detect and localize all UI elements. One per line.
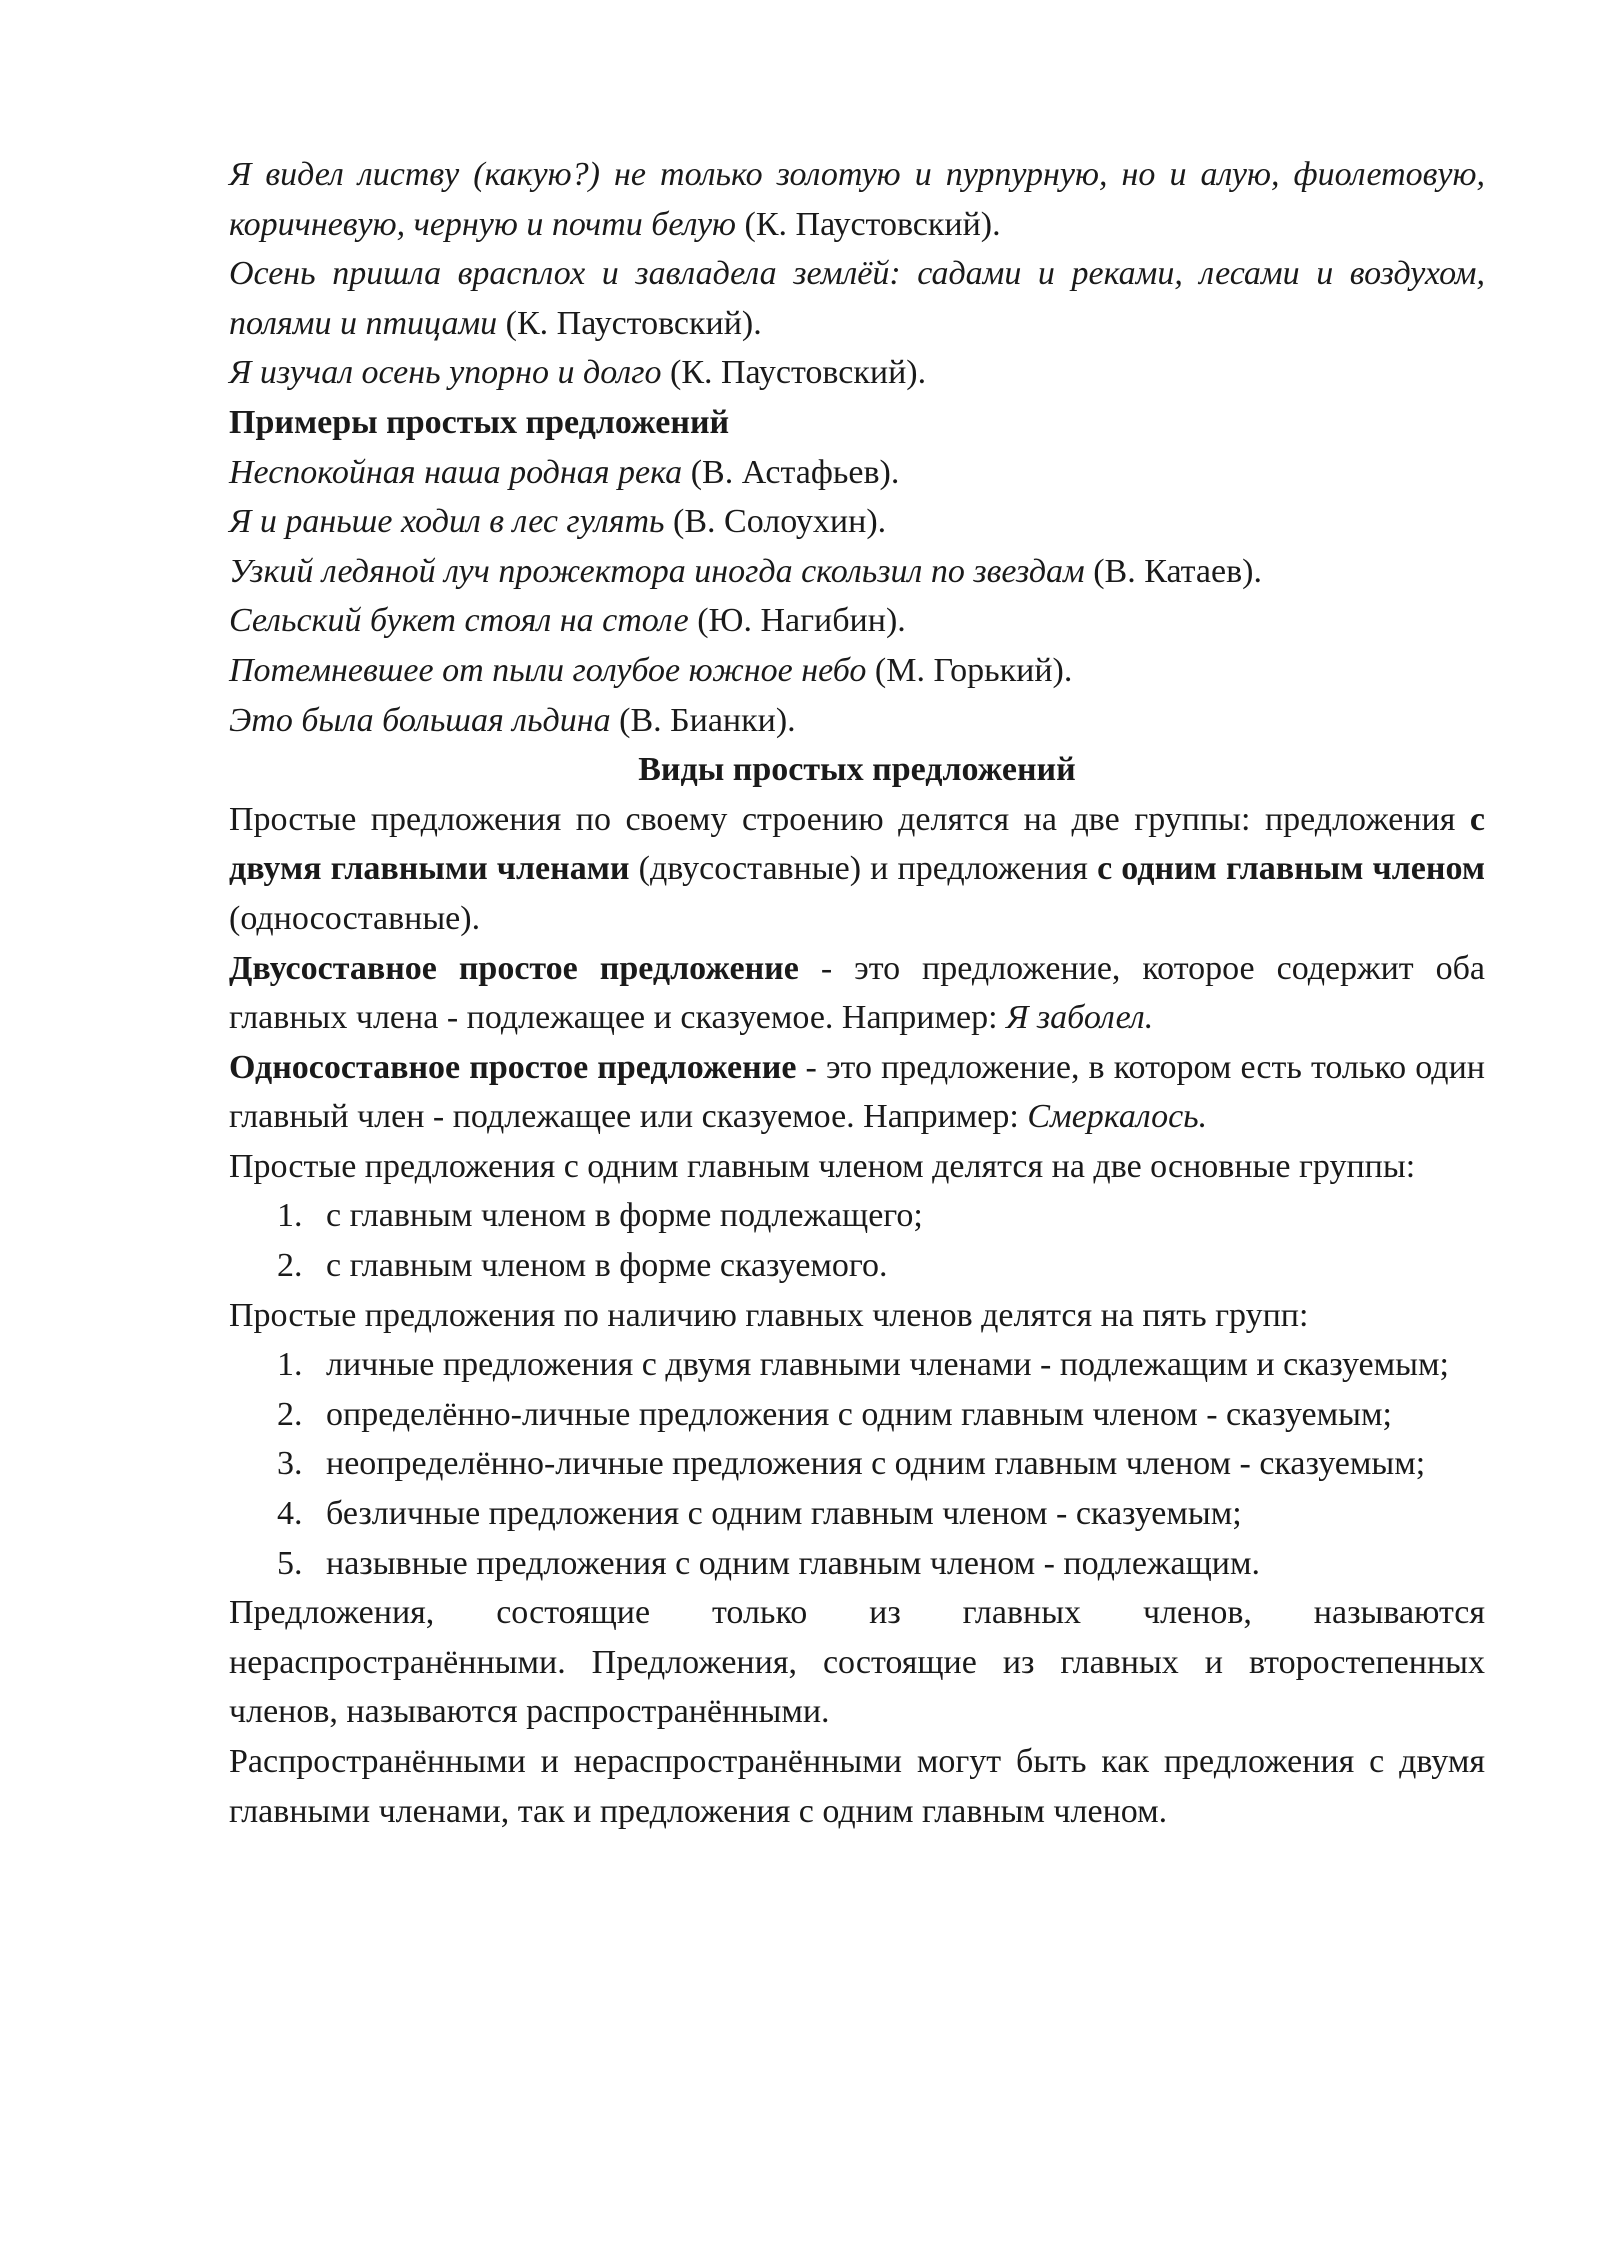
list-item: [229, 1390, 1485, 1440]
example-text: Я видел листву (какую?) не только золотую и пурпурную, но и алую, фиолетовую, коричневую, черную и почти белую: [229, 156, 1485, 243]
final-paragraph: Распространёнными и нераспространёнными могут быть как предложения с двумя главными членами, так и предложения с одним главным членом.: [229, 1743, 1485, 1830]
example-sentence: [229, 497, 1485, 547]
example-sentence: [229, 596, 1485, 646]
list-item-text: с главным членом в форме сказуемого.: [326, 1247, 888, 1285]
example-author: (В. Бианки).: [619, 701, 796, 739]
example-text: Осень пришла врасплох и завладела землёй: садами и реками, лесами и воздухом, полями и птицами: [229, 255, 1485, 342]
example-text: Я и раньше ходил в лес гулять: [229, 503, 665, 541]
example-text: Это была большая льдина: [229, 701, 611, 739]
one-member-groups-list: [229, 1191, 1485, 1290]
list-item: [229, 1340, 1485, 1390]
bold-term: с двумя главными членами: [229, 800, 1485, 888]
five-groups-intro: Простые предложения по наличию главных членов делятся на пять групп:: [229, 1296, 1309, 1334]
example-sentence: [229, 646, 1485, 696]
list-number: 1.: [277, 1197, 303, 1235]
example-author: (В. Астафьев).: [690, 453, 900, 491]
paragraph-text: (двусоставные) и предложения: [629, 850, 1098, 888]
list-number: 2.: [277, 1247, 303, 1285]
list-item-text: определённо-личные предложения с одним главным членом - сказуемым;: [326, 1395, 1392, 1433]
list-item-text: назывные предложения с одним главным членом - подлежащим.: [326, 1544, 1260, 1582]
example-author: (К. Паустовский).: [505, 304, 762, 342]
list-number: 1.: [277, 1346, 303, 1384]
example-author: (В. Солоухин).: [673, 503, 887, 541]
example-sentence: [229, 348, 1485, 398]
example-author: (М. Горький).: [874, 651, 1073, 689]
list-item: [229, 1539, 1485, 1589]
examples-heading: [229, 398, 1485, 448]
example-text: Узкий ледяной луч прожектора иногда скользил по звездам: [229, 552, 1085, 590]
list-item: [229, 1191, 1485, 1241]
list-item-text: безличные предложения с одним главным членом - сказуемым;: [326, 1495, 1242, 1533]
example-sentence: [229, 547, 1485, 597]
types-heading: [229, 745, 1485, 795]
definition-term: Односоставное простое предложение: [229, 1048, 797, 1086]
example-text: Потемневшее от пыли голубое южное небо: [229, 651, 867, 689]
paragraph-text: (односоставные).: [229, 899, 481, 937]
definition-text: - это предложение, которое содержит оба главных члена - подлежащее и сказуемое. Например:: [229, 949, 1485, 1037]
bold-term: с одним главным членом: [1097, 850, 1485, 888]
one-part-definition: [229, 1043, 1485, 1142]
list-item: [229, 1489, 1485, 1539]
definition-example: Я заболел.: [1006, 999, 1154, 1037]
list-number: 4.: [277, 1495, 303, 1533]
document-page: [229, 150, 1485, 1836]
example-sentence: [229, 448, 1485, 498]
one-member-groups-intro: Простые предложения с одним главным членом делятся на две основные группы:: [229, 1147, 1416, 1185]
list-number: 5.: [277, 1544, 303, 1582]
example-text: Неспокойная наша родная река: [229, 453, 683, 491]
example-author: (К. Паустовский).: [744, 205, 1001, 243]
list-item: [229, 1439, 1485, 1489]
examples-heading-text: Примеры простых предложений: [229, 403, 730, 441]
example-text: Сельский букет стоял на столе: [229, 602, 689, 640]
example-author: (В. Катаев).: [1093, 552, 1262, 590]
example-sentence: [229, 150, 1485, 249]
example-author: (Ю. Нагибин).: [697, 602, 906, 640]
paragraph-text: Простые предложения по своему строению делятся на две группы: предложения: [229, 800, 1470, 838]
two-part-definition: [229, 944, 1485, 1043]
list-item-text: личные предложения с двумя главными членами - подлежащим и сказуемым;: [326, 1346, 1449, 1384]
five-groups-list: [229, 1340, 1485, 1588]
types-heading-text: Виды простых предложений: [638, 751, 1076, 789]
example-sentence: [229, 249, 1485, 348]
types-paragraph: [229, 795, 1485, 944]
list-number: 3.: [277, 1445, 303, 1483]
definition-term: Двусоставное простое предложение: [229, 949, 799, 987]
example-author: (К. Паустовский).: [670, 354, 927, 392]
list-item-text: с главным членом в форме подлежащего;: [326, 1197, 923, 1235]
list-item-text: неопределённо-личные предложения с одним главным членом - сказуемым;: [326, 1445, 1426, 1483]
definition-example: Смеркалось.: [1027, 1098, 1208, 1136]
definition-text: - это предложение, в котором есть только один главный член - подлежащее или сказуемое. Например:: [229, 1048, 1485, 1136]
example-sentence: [229, 696, 1485, 746]
list-number: 2.: [277, 1395, 303, 1433]
list-item: [229, 1241, 1485, 1291]
spread-paragraph: Предложения, состоящие только из главных членов, называются нераспространёнными. Предложения, состоящие из главных и второстепенных членов, называются распространёнными.: [229, 1594, 1485, 1731]
example-text: Я изучал осень упорно и долго: [229, 354, 662, 392]
